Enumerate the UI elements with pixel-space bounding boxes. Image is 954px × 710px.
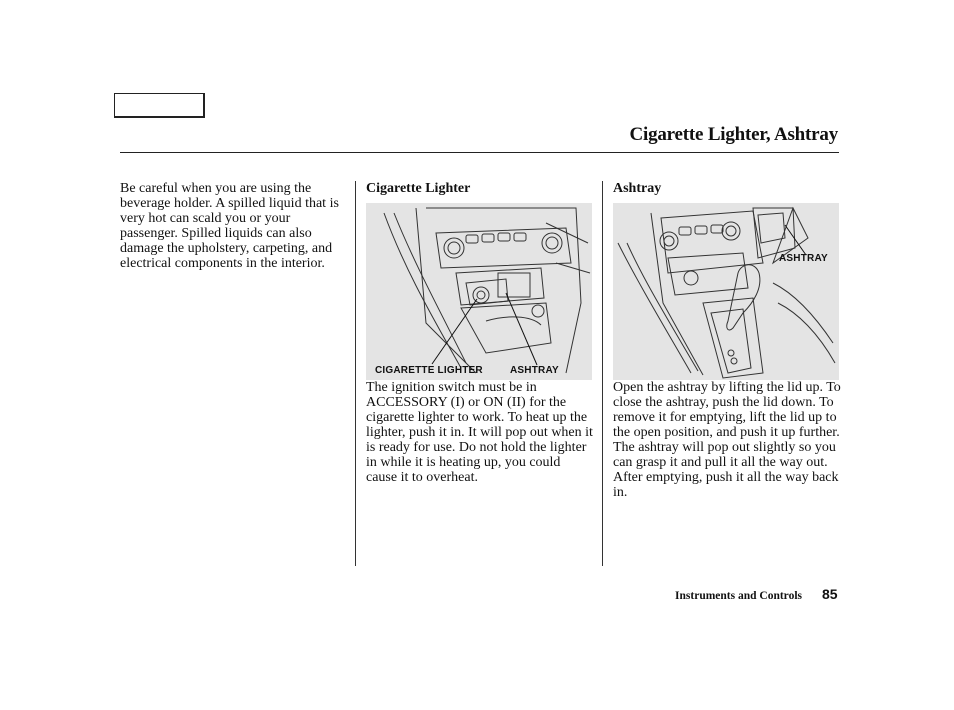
beverage-warning-text: Be careful when you are using the beverage holder. A spilled liquid that is very hot can scald you or your passenger. Spilled liquids can also damage the upholstery, carpeting, and electrical components in the interior. — [120, 181, 339, 271]
footer-section-name: Instruments and Controls — [675, 590, 802, 602]
page-title: Cigarette Lighter, Ashtray — [629, 124, 838, 145]
column-divider-1 — [355, 181, 356, 566]
left-column — [120, 181, 348, 271]
ashtray-callout: ASHTRAY — [510, 365, 559, 376]
column-divider-2 — [602, 181, 603, 566]
cigarette-lighter-figure — [366, 203, 592, 380]
middle-column — [366, 181, 594, 485]
cigarette-lighter-callout: CIGARETTE LIGHTER — [375, 365, 483, 376]
console-illustration — [366, 203, 592, 380]
ashtray-heading: Ashtray — [613, 181, 662, 196]
cigarette-lighter-heading: Cigarette Lighter — [366, 181, 471, 196]
navigation-box[interactable] — [114, 93, 205, 118]
cigarette-lighter-text: The ignition switch must be in ACCESSORY (I) or ON (II) for the cigarette lighter to work. To heat up the lighter, push it in. It will pop out when it is ready for use. Do not hold the lighter in while it is heating up, you could cause it to overheat. — [366, 380, 593, 485]
right-column — [613, 181, 841, 500]
ashtray-text: Open the ashtray by lifting the lid up. To close the ashtray, push the lid down. To remove it for emptying, lift the lid up to the open position, and push it up further. The ashtray will pop out slightly so you can grasp it and pull it all the way out. After emptying, push it all the way back in. — [613, 380, 841, 500]
page-number: 85 — [822, 586, 838, 602]
title-rule — [120, 152, 839, 153]
ashtray-illustration — [613, 203, 839, 380]
ashtray-callout-right: ASHTRAY — [779, 253, 828, 264]
ashtray-figure — [613, 203, 839, 380]
